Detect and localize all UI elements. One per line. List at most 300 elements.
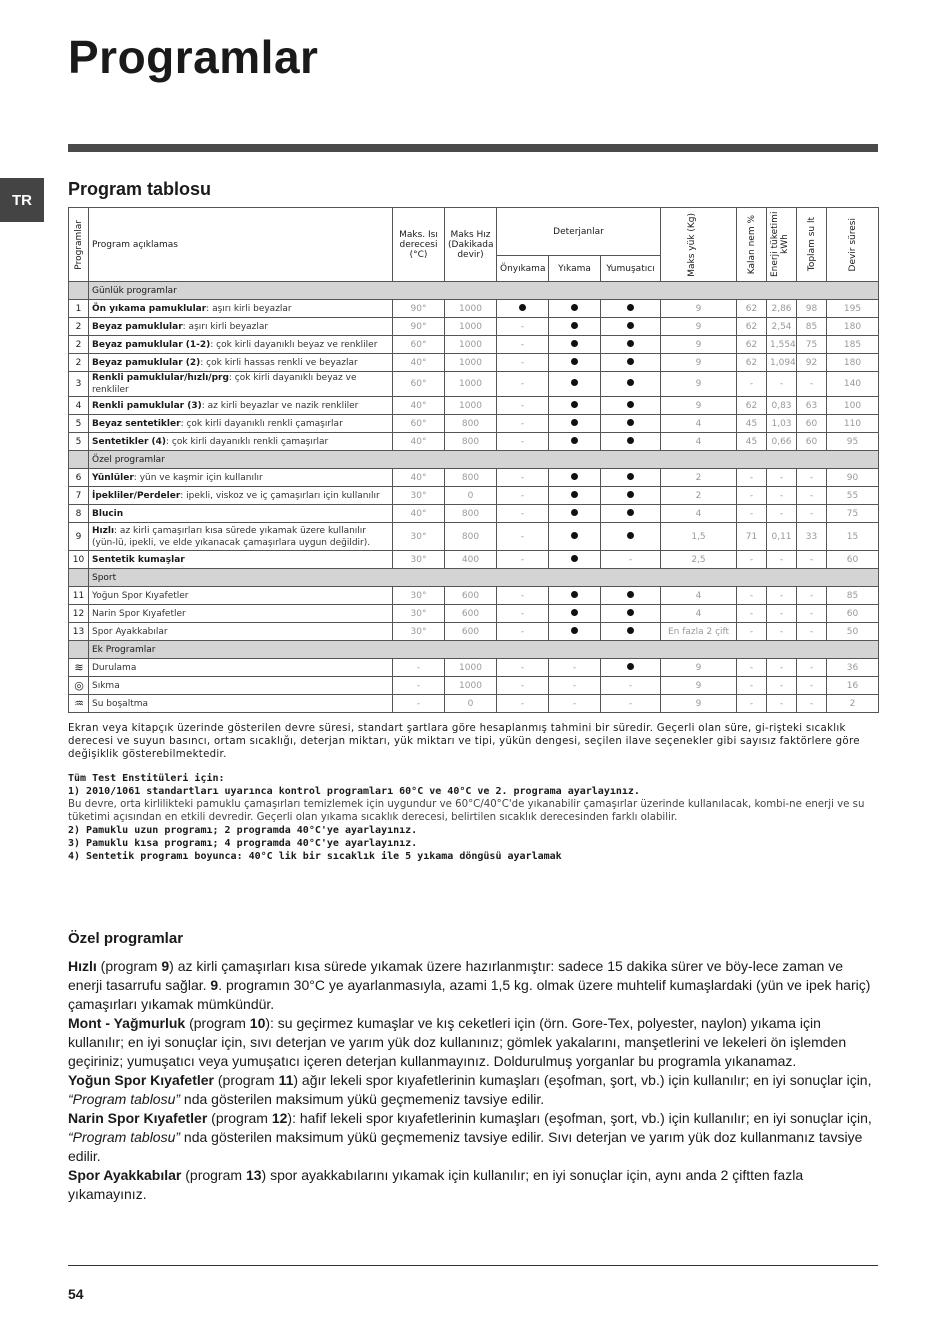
table-row	[69, 605, 879, 623]
residual-moisture: 62	[737, 354, 767, 372]
duration: 110	[827, 415, 879, 433]
max-load: 9	[661, 336, 737, 354]
program-name: Blucin	[92, 508, 124, 519]
duration: 50	[827, 623, 879, 641]
water: -	[797, 505, 827, 523]
max-temp: 60°	[393, 372, 445, 397]
wash	[549, 487, 601, 505]
program-detail: : çok kirli dayanıklı renkli çamaşırlar	[180, 418, 343, 429]
prewash: -	[497, 397, 549, 415]
program-description	[89, 523, 393, 551]
residual-moisture: -	[737, 605, 767, 623]
max-speed: 600	[445, 605, 497, 623]
section-spacer	[69, 451, 89, 469]
program-description	[89, 505, 393, 523]
program-description	[89, 372, 393, 397]
energy: 2,54	[767, 318, 797, 336]
max-load: 9	[661, 677, 737, 695]
duration: 16	[827, 677, 879, 695]
softener	[601, 523, 661, 551]
softener	[601, 505, 661, 523]
max-temp: 40°	[393, 354, 445, 372]
max-load: 9	[661, 372, 737, 397]
water: -	[797, 605, 827, 623]
table-row	[69, 551, 879, 569]
max-temp: 90°	[393, 318, 445, 336]
program-detail: Su boşaltma	[92, 698, 149, 709]
program-name: Yünlüler	[92, 472, 134, 483]
test-4: 4) Sentetik programı boyunca: 40°C lik bir sıcaklık ile 5 yıkama döngüsü ayarlamak	[68, 851, 562, 862]
header-duration: Devir süresi	[827, 208, 879, 282]
bullet-dot	[627, 663, 634, 670]
duration: 180	[827, 318, 879, 336]
energy: 2,86	[767, 300, 797, 318]
bullet-dot	[627, 340, 634, 347]
program-number: 2	[69, 318, 89, 336]
wash: -	[549, 677, 601, 695]
wash	[549, 551, 601, 569]
bullet-dot	[627, 491, 634, 498]
table-row	[69, 469, 879, 487]
duration: 195	[827, 300, 879, 318]
program-name: Beyaz pamuklular (1-2)	[92, 339, 211, 350]
table-row	[69, 372, 879, 397]
wash	[549, 469, 601, 487]
wash	[549, 415, 601, 433]
energy: -	[767, 587, 797, 605]
bullet-dot	[627, 627, 634, 634]
water: 85	[797, 318, 827, 336]
duration: 2	[827, 695, 879, 713]
prewash: -	[497, 505, 549, 523]
residual-moisture: 62	[737, 397, 767, 415]
spin-icon: ◎	[74, 679, 84, 692]
prewash: -	[497, 415, 549, 433]
max-temp: 30°	[393, 487, 445, 505]
header-max-load: Maks yük (Kg)	[661, 208, 737, 282]
section-title: Sport	[89, 569, 879, 587]
prewash	[497, 300, 549, 318]
tests-title: Tüm Test Enstitüleri için:	[68, 773, 225, 784]
water: -	[797, 677, 827, 695]
max-load: 4	[661, 605, 737, 623]
softener	[601, 487, 661, 505]
program-number: 12	[69, 605, 89, 623]
max-temp: 30°	[393, 551, 445, 569]
header-detergents: Deterjanlar	[497, 208, 661, 256]
table-body	[69, 282, 879, 713]
max-load: 9	[661, 354, 737, 372]
program-name: Hızlı	[92, 525, 115, 536]
program-description	[89, 677, 393, 695]
table-row	[69, 623, 879, 641]
program-number: 3	[69, 372, 89, 397]
program-name: Renkli pamuklular (3)	[92, 400, 202, 411]
max-speed: 1000	[445, 300, 497, 318]
water: -	[797, 659, 827, 677]
program-number: 1	[69, 300, 89, 318]
max-speed: 800	[445, 505, 497, 523]
water: -	[797, 587, 827, 605]
duration: 85	[827, 587, 879, 605]
table-row	[69, 415, 879, 433]
program-number: 2	[69, 354, 89, 372]
header-description: Program açıklamas	[89, 208, 393, 282]
test-2: 2) Pamuklu uzun programı; 2 programda 40°C'ye ayarlayınız.	[68, 825, 418, 836]
program-description	[89, 354, 393, 372]
drain-icon: ♒	[74, 697, 84, 710]
wash	[549, 300, 601, 318]
wash	[549, 605, 601, 623]
water: 98	[797, 300, 827, 318]
table-row	[69, 523, 879, 551]
program-number: 2	[69, 336, 89, 354]
test-3: 3) Pamuklu kısa programı; 4 programda 40°C'ye ayarlayınız.	[68, 838, 418, 849]
residual-moisture: -	[737, 677, 767, 695]
program-name: Beyaz pamuklular	[92, 321, 183, 332]
water: 92	[797, 354, 827, 372]
max-load: 9	[661, 695, 737, 713]
energy: 0,83	[767, 397, 797, 415]
max-temp: 60°	[393, 336, 445, 354]
bullet-dot	[571, 591, 578, 598]
test-1-detail: Bu devre, orta kirlilikteki pamuklu çamaşırları temizlemek için uygundur ve 60°C/40°C'de yıkanabilir çamaşırlar üzerinde kullanılacak, kombi-ne enerji ve su tüketimi açısından en etkili devredir. Geçerli olan yıkama sıcaklık derecesi, belirtilen sıcaklık derecesinden farklı olabilir.	[68, 799, 865, 823]
program-detail: : yün ve kaşmir için kullanılır	[133, 472, 263, 483]
max-load: 4	[661, 415, 737, 433]
program-detail: : ipekli, viskoz ve iç çamaşırları için kullanılır	[180, 490, 380, 501]
section-title: Özel programlar	[89, 451, 879, 469]
prewash: -	[497, 318, 549, 336]
bullet-dot	[571, 340, 578, 347]
max-temp: 40°	[393, 505, 445, 523]
residual-moisture: -	[737, 372, 767, 397]
wash	[549, 523, 601, 551]
table-row	[69, 677, 879, 695]
energy: 1,094	[767, 354, 797, 372]
max-load: En fazla 2 çift	[661, 623, 737, 641]
section-spacer	[69, 282, 89, 300]
max-load: 9	[661, 300, 737, 318]
water: 75	[797, 336, 827, 354]
special-programs-heading: Özel programlar	[68, 930, 184, 947]
softener	[601, 433, 661, 451]
max-load: 4	[661, 587, 737, 605]
header-programs: Programlar	[69, 208, 89, 282]
program-description	[89, 605, 393, 623]
program-description	[89, 551, 393, 569]
energy: -	[767, 695, 797, 713]
duration: 90	[827, 469, 879, 487]
prewash: -	[497, 372, 549, 397]
softener: -	[601, 677, 661, 695]
prewash: -	[497, 605, 549, 623]
section-title: Günlük programlar	[89, 282, 879, 300]
max-speed: 600	[445, 623, 497, 641]
softener	[601, 318, 661, 336]
bullet-dot	[627, 358, 634, 365]
duration: 95	[827, 433, 879, 451]
table-row	[69, 587, 879, 605]
water: -	[797, 487, 827, 505]
residual-moisture: -	[737, 487, 767, 505]
program-description	[89, 415, 393, 433]
prewash: -	[497, 469, 549, 487]
residual-moisture: 45	[737, 433, 767, 451]
program-detail: : çok kirli dayanıklı beyaz ve renkliler	[210, 339, 378, 350]
program-description	[89, 433, 393, 451]
wash	[549, 587, 601, 605]
softener	[601, 623, 661, 641]
section-row	[69, 451, 879, 469]
header-prewash: Önyıkama	[497, 256, 549, 282]
paragraph-quick: Hızlı (program 9) az kirli çamaşırları kısa sürede yıkamak üzere hazırlanmıştır: sadece 15 dakika sürer ve böy-lece zaman ve enerji tasarrufu sağlar. 9. programın 30°C ye ayarlanmasıyla, azami 1,5 kg. olmak üzere muhtelif kumaşlardaki (yün ve ipek hariç) çamaşırları yıkamak mümkündür.	[68, 958, 871, 1012]
max-temp: 30°	[393, 523, 445, 551]
header-max-temp: Maks. Isı derecesi (°C)	[393, 208, 445, 282]
section-spacer	[69, 569, 89, 587]
prewash: -	[497, 623, 549, 641]
program-detail: : az kirli beyazlar ve nazik renkliler	[201, 400, 359, 411]
max-temp: 30°	[393, 605, 445, 623]
max-speed: 800	[445, 523, 497, 551]
table-row	[69, 433, 879, 451]
water: -	[797, 551, 827, 569]
language-tab: TR	[0, 178, 44, 222]
bullet-dot	[571, 437, 578, 444]
wash	[549, 354, 601, 372]
bullet-dot	[571, 609, 578, 616]
prewash: -	[497, 433, 549, 451]
duration: 180	[827, 354, 879, 372]
special-programs-text	[68, 957, 880, 1204]
wash	[549, 372, 601, 397]
bullet-dot	[627, 401, 634, 408]
program-name: Sentetikler (4)	[92, 436, 167, 447]
max-load: 2	[661, 487, 737, 505]
program-number	[69, 659, 89, 677]
max-load: 2	[661, 469, 737, 487]
energy: -	[767, 659, 797, 677]
program-number: 8	[69, 505, 89, 523]
softener	[601, 397, 661, 415]
paragraph-intense-sport: Yoğun Spor Kıyafetler (program 11) ağır lekeli spor kıyafetlerinin kumaşları (eşofman, şort, vb.) için kullanılır; en iyi sonuçlar için, “Program tablosu” nda gösterilen maksimum yükü geçmemeniz tavsiye edilir.	[68, 1072, 872, 1107]
program-description	[89, 695, 393, 713]
softener: -	[601, 695, 661, 713]
program-number: 9	[69, 523, 89, 551]
max-speed: 1000	[445, 397, 497, 415]
table-row	[69, 659, 879, 677]
program-number: 6	[69, 469, 89, 487]
program-description	[89, 623, 393, 641]
section-spacer	[69, 641, 89, 659]
paragraph-delicate-sport: Narin Spor Kıyafetler (program 12): hafif lekeli spor kıyafetlerinin kumaşları (eşofman, şort, vb.) için kullanılır; en iyi sonuçlar için, “Program tablosu” nda gösterilen maksimum yükü geçmemeniz tavsiye edilir. Sıvı deterjan ve yarım yük doz kullanmanız tavsiye edilir.	[68, 1110, 872, 1164]
program-description	[89, 487, 393, 505]
test-institutes-note	[68, 772, 878, 863]
residual-moisture: 62	[737, 318, 767, 336]
water: 60	[797, 433, 827, 451]
program-name: Ön yıkama pamuklular	[92, 303, 207, 314]
bullet-dot	[627, 437, 634, 444]
max-load: 2,5	[661, 551, 737, 569]
program-number: 13	[69, 623, 89, 641]
program-number: 11	[69, 587, 89, 605]
prewash: -	[497, 354, 549, 372]
softener	[601, 336, 661, 354]
program-name: Sentetik kumaşlar	[92, 554, 185, 565]
section-row	[69, 569, 879, 587]
program-detail: : çok kirli hassas renkli ve beyazlar	[200, 357, 358, 368]
max-speed: 1000	[445, 354, 497, 372]
program-detail: Durulama	[92, 662, 137, 673]
program-detail: : aşırı kirli beyazlar	[206, 303, 292, 314]
program-detail: Yoğun Spor Kıyafetler	[92, 590, 189, 601]
residual-moisture: -	[737, 659, 767, 677]
section-heading: Program tablosu	[68, 179, 212, 199]
program-number	[69, 677, 89, 695]
energy: 0,11	[767, 523, 797, 551]
bullet-dot	[571, 401, 578, 408]
program-detail: Narin Spor Kıyafetler	[92, 608, 186, 619]
duration: 75	[827, 505, 879, 523]
header-residual-moisture: Kalan nem %	[737, 208, 767, 282]
table-row	[69, 300, 879, 318]
max-speed: 800	[445, 415, 497, 433]
prewash: -	[497, 695, 549, 713]
residual-moisture: 62	[737, 300, 767, 318]
softener	[601, 659, 661, 677]
wash	[549, 623, 601, 641]
max-load: 1,5	[661, 523, 737, 551]
program-number: 4	[69, 397, 89, 415]
softener	[601, 587, 661, 605]
section-row	[69, 282, 879, 300]
softener	[601, 415, 661, 433]
table-row	[69, 397, 879, 415]
water: -	[797, 372, 827, 397]
bullet-dot	[627, 304, 634, 311]
table-row	[69, 318, 879, 336]
program-description	[89, 587, 393, 605]
prewash: -	[497, 587, 549, 605]
bullet-dot	[571, 379, 578, 386]
max-temp: 40°	[393, 469, 445, 487]
program-description	[89, 469, 393, 487]
bullet-dot	[627, 609, 634, 616]
water: -	[797, 623, 827, 641]
test-1: 1) 2010/1061 standartları uyarınca kontrol programları 60°C ve 40°C ve 2. programa ayarlayınız.	[68, 786, 640, 797]
softener: -	[601, 551, 661, 569]
max-temp: 30°	[393, 587, 445, 605]
residual-moisture: -	[737, 623, 767, 641]
section-title: Ek Programlar	[89, 641, 879, 659]
program-number: 5	[69, 433, 89, 451]
max-temp: 30°	[393, 623, 445, 641]
softener	[601, 469, 661, 487]
title-divider	[68, 144, 878, 152]
max-temp: 40°	[393, 397, 445, 415]
duration: 55	[827, 487, 879, 505]
wash	[549, 336, 601, 354]
duration: 36	[827, 659, 879, 677]
max-load: 4	[661, 505, 737, 523]
max-speed: 1000	[445, 318, 497, 336]
max-temp: 90°	[393, 300, 445, 318]
water: 33	[797, 523, 827, 551]
energy: 1,554	[767, 336, 797, 354]
program-description	[89, 318, 393, 336]
wash	[549, 397, 601, 415]
bullet-dot	[571, 509, 578, 516]
bullet-dot	[571, 473, 578, 480]
max-speed: 0	[445, 695, 497, 713]
bullet-dot	[571, 491, 578, 498]
wash: -	[549, 695, 601, 713]
program-table	[68, 207, 879, 713]
program-name: Renkli pamuklular/hızlı/prg	[92, 373, 229, 383]
bullet-dot	[627, 591, 634, 598]
program-description	[89, 397, 393, 415]
max-speed: 1000	[445, 677, 497, 695]
duration: 185	[827, 336, 879, 354]
bullet-dot	[627, 379, 634, 386]
section-row	[69, 641, 879, 659]
max-load: 9	[661, 397, 737, 415]
residual-moisture: -	[737, 587, 767, 605]
max-load: 9	[661, 318, 737, 336]
prewash: -	[497, 487, 549, 505]
header-wash: Yıkama	[549, 256, 601, 282]
residual-moisture: 62	[737, 336, 767, 354]
bullet-dot	[571, 322, 578, 329]
bullet-dot	[571, 419, 578, 426]
max-speed: 800	[445, 469, 497, 487]
duration: 140	[827, 372, 879, 397]
water: -	[797, 469, 827, 487]
bullet-dot	[627, 532, 634, 539]
program-description	[89, 659, 393, 677]
bullet-dot	[571, 627, 578, 634]
bullet-dot	[571, 358, 578, 365]
water: 63	[797, 397, 827, 415]
page-number: 54	[68, 1286, 84, 1302]
energy: -	[767, 505, 797, 523]
softener	[601, 354, 661, 372]
table-row	[69, 487, 879, 505]
bullet-dot	[627, 473, 634, 480]
wash	[549, 505, 601, 523]
prewash: -	[497, 523, 549, 551]
residual-moisture: -	[737, 469, 767, 487]
residual-moisture: 71	[737, 523, 767, 551]
water: 60	[797, 415, 827, 433]
table-row	[69, 505, 879, 523]
table-row	[69, 336, 879, 354]
prewash: -	[497, 336, 549, 354]
table-row	[69, 354, 879, 372]
program-detail: : aşırı kirli beyazlar	[182, 321, 269, 332]
header-max-speed: Maks Hız (Dakikada devir)	[445, 208, 497, 282]
energy: -	[767, 469, 797, 487]
duration: 60	[827, 551, 879, 569]
bullet-dot	[627, 509, 634, 516]
energy: -	[767, 605, 797, 623]
residual-moisture: -	[737, 505, 767, 523]
residual-moisture: -	[737, 551, 767, 569]
max-speed: 400	[445, 551, 497, 569]
energy: -	[767, 623, 797, 641]
energy: -	[767, 372, 797, 397]
softener	[601, 372, 661, 397]
paragraph-jacket: Mont - Yağmurluk (program 10): su geçirmez kumaşlar ve kış ceketleri için (örn. Gore-Tex, polyester, naylon) yıkama için kullanılır; en iyi sonuçlar için, sıvı deterjan ve yarım yük doz kullanınız; gömlek yakalarını, manşetlerini ve lekeleri ön işlemden geçiriniz; yumuşatıcı veya yumuşatıcı içeren deterjan kullanmayınız. Doldurulmuş yorganlar bu programla yıkanamaz.	[68, 1015, 847, 1069]
